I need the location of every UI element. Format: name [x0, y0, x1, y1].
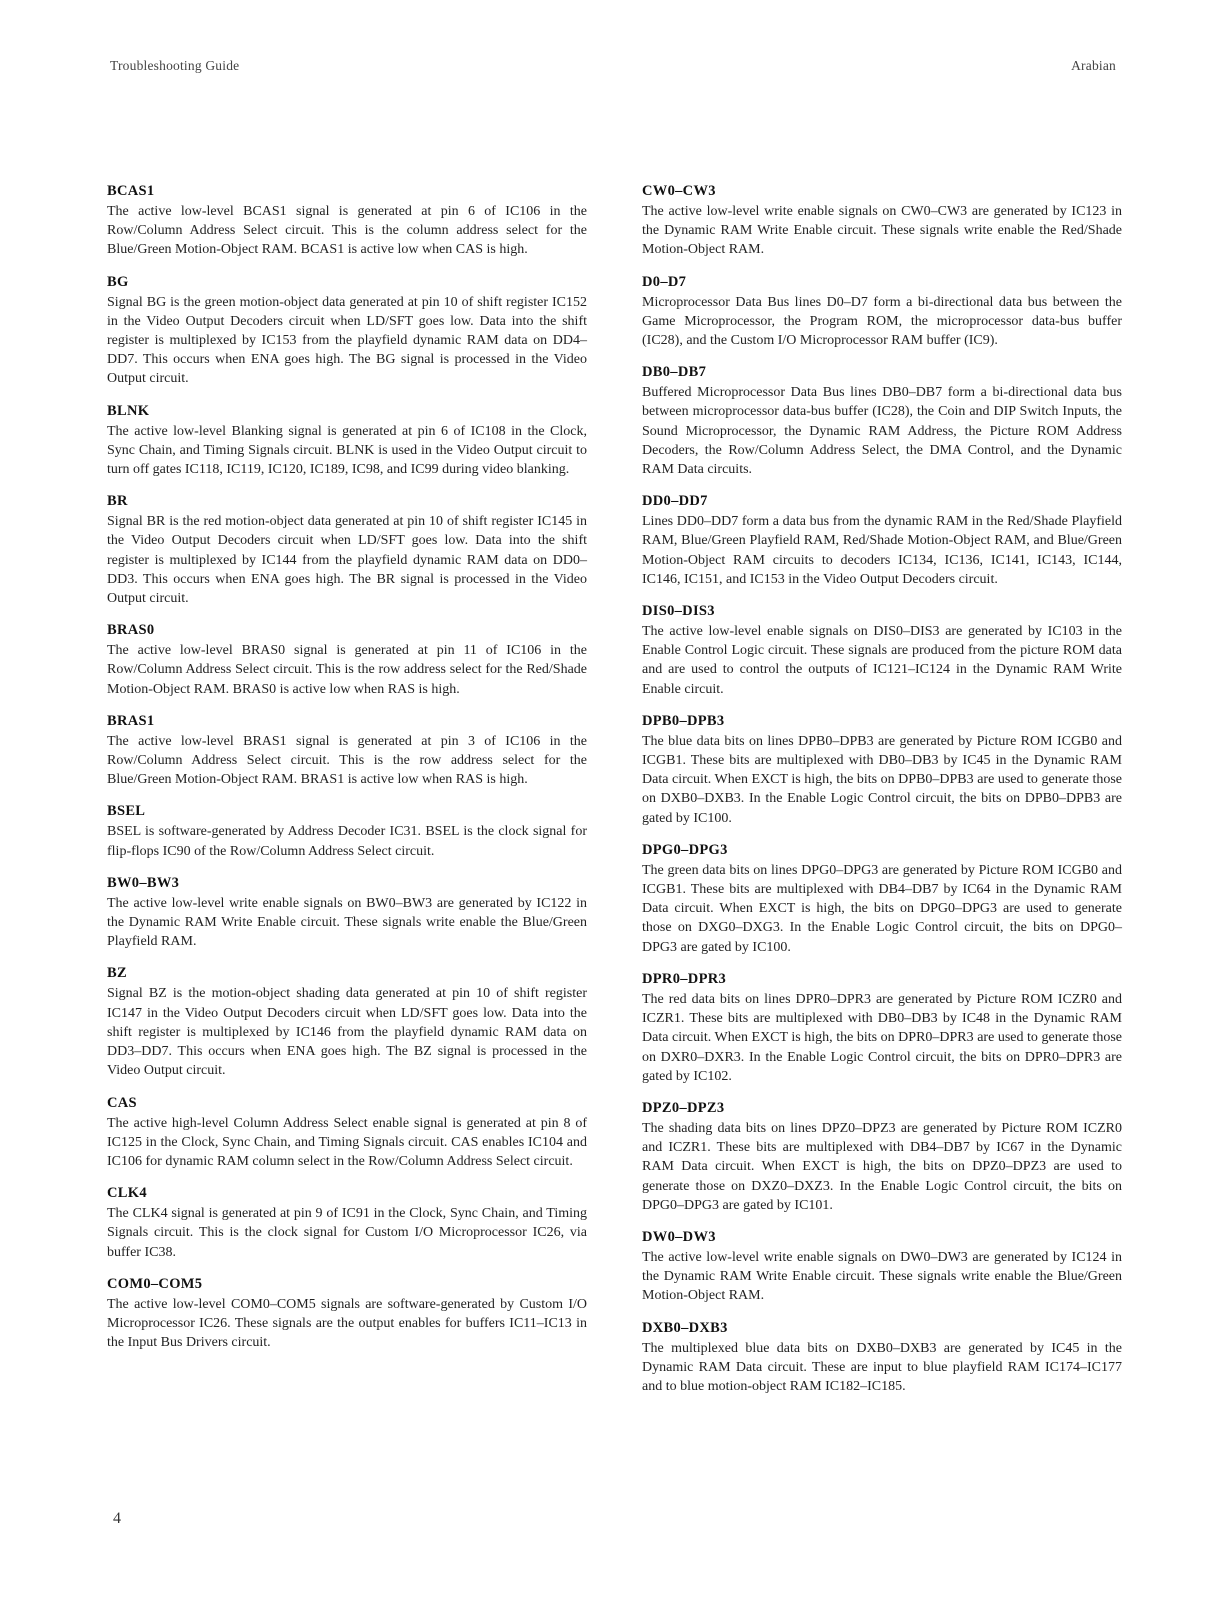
- signal-definition: Signal BG is the green motion-object data generated at pin 10 of shift register IC152 in the Video Output Decoders circuit when LD/SFT goes low. Data into the shift register is multiplexed by IC153 from the playfield dynamic RAM data on DD4–DD7. This occurs when ENA goes high. The BG signal is processed in the Video Output circuit.: [107, 294, 587, 387]
- signal-term: DPB0–DPB3: [642, 712, 725, 729]
- glossary-entry: [642, 602, 1122, 699]
- page-number: 4: [113, 1510, 121, 1527]
- signal-term: BG: [107, 273, 129, 290]
- glossary-entry: [107, 492, 587, 608]
- signal-definition: Signal BR is the red motion-object data generated at pin 10 of shift register IC145 in the Video Output Decoders circuit when LD/SFT goes low. Data into the shift register is multiplexed by IC144 from the playfield dynamic RAM data on DD0–DD3. This occurs when ENA goes high. The BR signal is processed in the Video Output circuit.: [107, 514, 587, 607]
- signal-term: CLK4: [107, 1185, 147, 1202]
- signal-definition: The active high-level Column Address Select enable signal is generated at pin 8 of IC125 in the Clock, Sync Chain, and Timing Signals circuit. CAS enables IC104 and IC106 for dynamic RAM column select in the Row/Column Address Select circuit.: [107, 1115, 587, 1169]
- signal-definition: Buffered Microprocessor Data Bus lines DB0–DB7 form a bi-directional data bus between microprocessor data-bus buffer (IC28), the Coin and DIP Switch Inputs, the Sound Microprocessor, the Dynamic RAM Address, the Picture ROM Address Decoders, the Row/Column Address Select, the DMA Control, and the Dynamic RAM Data circuits.: [642, 385, 1122, 478]
- signal-definition: The red data bits on lines DPR0–DPR3 are generated by Picture ROM ICZR0 and ICZR1. These bits are multiplexed with DB0–DB3 by IC48 in the Dynamic RAM Data circuit. When EXCT is high, the bits on DPR0–DPR3 are used to generate those on DXR0–DXR3. In the Enable Logic Control circuit, the bits on DPR0–DPR3 are gated by IC102.: [642, 991, 1122, 1084]
- glossary-entry: [642, 273, 1122, 351]
- signal-term: COM0–COM5: [107, 1275, 203, 1292]
- signal-term: BCAS1: [107, 183, 155, 199]
- signal-definition: The blue data bits on lines DPB0–DPB3 are generated by Picture ROM ICGB0 and ICGB1. These bits are multiplexed with DB0–DB3 by IC45 in the Dynamic RAM Data circuit. When EXCT is high, the bits on DPB0–DPB3 are used to generate those on DXB0–DXB3. In the Enable Logic Control circuit, the bits on DPB0–DPB3 are gated by IC100.: [642, 733, 1122, 826]
- glossary-entry: [107, 182, 587, 260]
- signal-definition: The active low-level BRAS1 signal is generated at pin 3 of IC106 in the Row/Column Address Select circuit. This is the row address select for the Blue/Green Motion-Object RAM. BRAS1 is active low when RAS is high.: [107, 733, 587, 788]
- signal-definition: The multiplexed blue data bits on DXB0–DXB3 are generated by IC45 in the Dynamic RAM Data circuit. These are input to blue playfield RAM IC174–IC177 and to blue motion-object RAM IC182–IC185.: [642, 1340, 1122, 1394]
- glossary-entry: [642, 492, 1122, 589]
- glossary-entry: [642, 712, 1122, 828]
- glossary-entry: [107, 964, 587, 1080]
- glossary-entry: [107, 1094, 587, 1172]
- glossary-entry: [642, 1228, 1122, 1306]
- glossary-entry: [642, 182, 1122, 260]
- signal-term: DXB0–DXB3: [642, 1319, 728, 1336]
- signal-definition: The active low-level Blanking signal is generated at pin 6 of IC108 in the Clock, Sync Chain, and Timing Signals circuit. BLNK is used in the Video Output circuit to turn off gates IC118, IC119, IC120, IC189, IC98, and IC99 during video blanking.: [107, 423, 587, 478]
- header-game-title: Arabian: [1071, 58, 1116, 73]
- signal-term: BRAS1: [107, 712, 155, 729]
- glossary-entry: [642, 363, 1122, 479]
- signal-term: BRAS0: [107, 622, 155, 639]
- glossary-entry: [107, 273, 587, 389]
- left-column: [107, 182, 587, 1409]
- signal-term: BZ: [107, 965, 127, 982]
- signal-definition: The active low-level write enable signals on CW0–CW3 are generated by IC123 in the Dynamic RAM Write Enable circuit. These signals write enable the Red/Shade Motion-Object RAM.: [642, 204, 1122, 258]
- signal-term: DPZ0–DPZ3: [642, 1099, 725, 1116]
- signal-definition: The active low-level BRAS0 signal is generated at pin 11 of IC106 in the Row/Column Address Select circuit. This is the row address select for the Red/Shade Motion-Object RAM. BRAS0 is active low when RAS is high.: [107, 643, 587, 697]
- glossary-entry: [107, 1275, 587, 1353]
- signal-definition: The CLK4 signal is generated at pin 9 of IC91 in the Clock, Sync Chain, and Timing Signals circuit. This is the clock signal for Custom I/O Microprocessor IC26, via buffer IC38.: [107, 1206, 587, 1260]
- right-column: [642, 182, 1122, 1409]
- signal-term: BW0–BW3: [107, 874, 180, 891]
- signal-term: DD0–DD7: [642, 493, 708, 510]
- signal-definition: The active low-level BCAS1 signal is generated at pin 6 of IC106 in the Row/Column Address Select circuit. This is the column address select for the Blue/Green Motion-Object RAM. BCAS1 is active low when CAS is high.: [107, 204, 587, 258]
- signal-term: DB0–DB7: [642, 364, 707, 381]
- signal-term: CW0–CW3: [642, 183, 716, 199]
- signal-definition: Microprocessor Data Bus lines D0–D7 form a bi-directional data bus between the Game Microprocessor, the Program ROM, the microprocessor data-bus buffer (IC28), and the Custom I/O Microprocessor RAM buffer (IC9).: [642, 294, 1122, 349]
- signal-definition: The green data bits on lines DPG0–DPG3 are generated by Picture ROM ICGB0 and ICGB1. These bits are multiplexed with DB4–DB7 by IC64 in the Dynamic RAM Data circuit. When EXCT is high, the bits on DPG0–DPG3 are used to generate those on DXG0–DXG3. In the Enable Logic Control circuit, the bits on DPG0–DPG3 are gated by IC100.: [642, 862, 1122, 955]
- glossary-entry: [107, 1184, 587, 1262]
- glossary-entry: [642, 970, 1122, 1086]
- signal-term: DPR0–DPR3: [642, 970, 727, 987]
- glossary-columns: [107, 182, 1122, 1409]
- glossary-entry: [107, 402, 587, 480]
- signal-term: BR: [107, 493, 128, 510]
- glossary-entry: [107, 621, 587, 699]
- signal-term: D0–D7: [642, 273, 687, 290]
- signal-definition: The shading data bits on lines DPZ0–DPZ3 are generated by Picture ROM ICZR0 and ICZR1. These bits are multiplexed with DB4–DB7 by IC67 in the Dynamic RAM Data circuit. When EXCT is high, the bits on DPZ0–DPZ3 are used to generate those on DXZ0–DXZ3. In the Enable Logic Control circuit, the bits on DPG0–DPG3 are gated by IC101.: [642, 1120, 1122, 1213]
- signal-definition: BSEL is software-generated by Address Decoder IC31. BSEL is the clock signal for flip-flops IC90 of the Row/Column Address Select circuit.: [107, 824, 587, 859]
- glossary-entry: [642, 1099, 1122, 1215]
- signal-definition: The active low-level COM0–COM5 signals are software-generated by Custom I/O Microprocessor IC26. These signals are the output enables for buffers IC11–IC13 in the Input Bus Drivers circuit.: [107, 1296, 587, 1351]
- signal-definition: The active low-level write enable signals on DW0–DW3 are generated by IC124 in the Dynamic RAM Write Enable circuit. These signals write enable the Blue/Green Motion-Object RAM.: [642, 1249, 1122, 1304]
- signal-definition: The active low-level enable signals on DIS0–DIS3 are generated by IC103 in the Enable Control Logic circuit. These signals are produced from the picture ROM data and are used to control the outputs of IC121–IC124 in the Dynamic RAM Write Enable circuit.: [642, 624, 1122, 697]
- signal-term: BSEL: [107, 803, 146, 820]
- signal-definition: The active low-level write enable signals on BW0–BW3 are generated by IC122 in the Dynamic RAM Write Enable circuit. These signals write enable the Blue/Green Playfield RAM.: [107, 895, 587, 950]
- signal-term: BLNK: [107, 402, 150, 419]
- header-guide-title: Troubleshooting Guide: [110, 58, 240, 73]
- glossary-entry: [107, 712, 587, 790]
- signal-term: DPG0–DPG3: [642, 841, 728, 858]
- glossary-entry: [642, 841, 1122, 957]
- glossary-entry: [642, 1319, 1122, 1397]
- running-header: [110, 58, 1116, 74]
- signal-term: CAS: [107, 1094, 137, 1111]
- glossary-entry: [107, 802, 587, 860]
- signal-term: DIS0–DIS3: [642, 603, 715, 620]
- glossary-entry: [107, 874, 587, 952]
- signal-definition: Signal BZ is the motion-object shading data generated at pin 10 of shift register IC147 in the Video Output Decoders circuit when LD/SFT goes low. Data into the shift register is multiplexed by IC146 from the playfield dynamic RAM data on DD3–DD7. This occurs when ENA goes high. The BZ signal is processed in the Video Output circuit.: [107, 986, 587, 1079]
- signal-definition: Lines DD0–DD7 form a data bus from the dynamic RAM in the Red/Shade Playfield RAM, Blue/Green Playfield RAM, Red/Shade Motion-Object RAM, and Blue/Green Motion-Object RAM circuits to decoders IC134, IC136, IC141, IC143, IC144, IC146, IC151, and IC153 in the Video Output Decoders circuit.: [642, 514, 1122, 587]
- signal-term: DW0–DW3: [642, 1228, 716, 1245]
